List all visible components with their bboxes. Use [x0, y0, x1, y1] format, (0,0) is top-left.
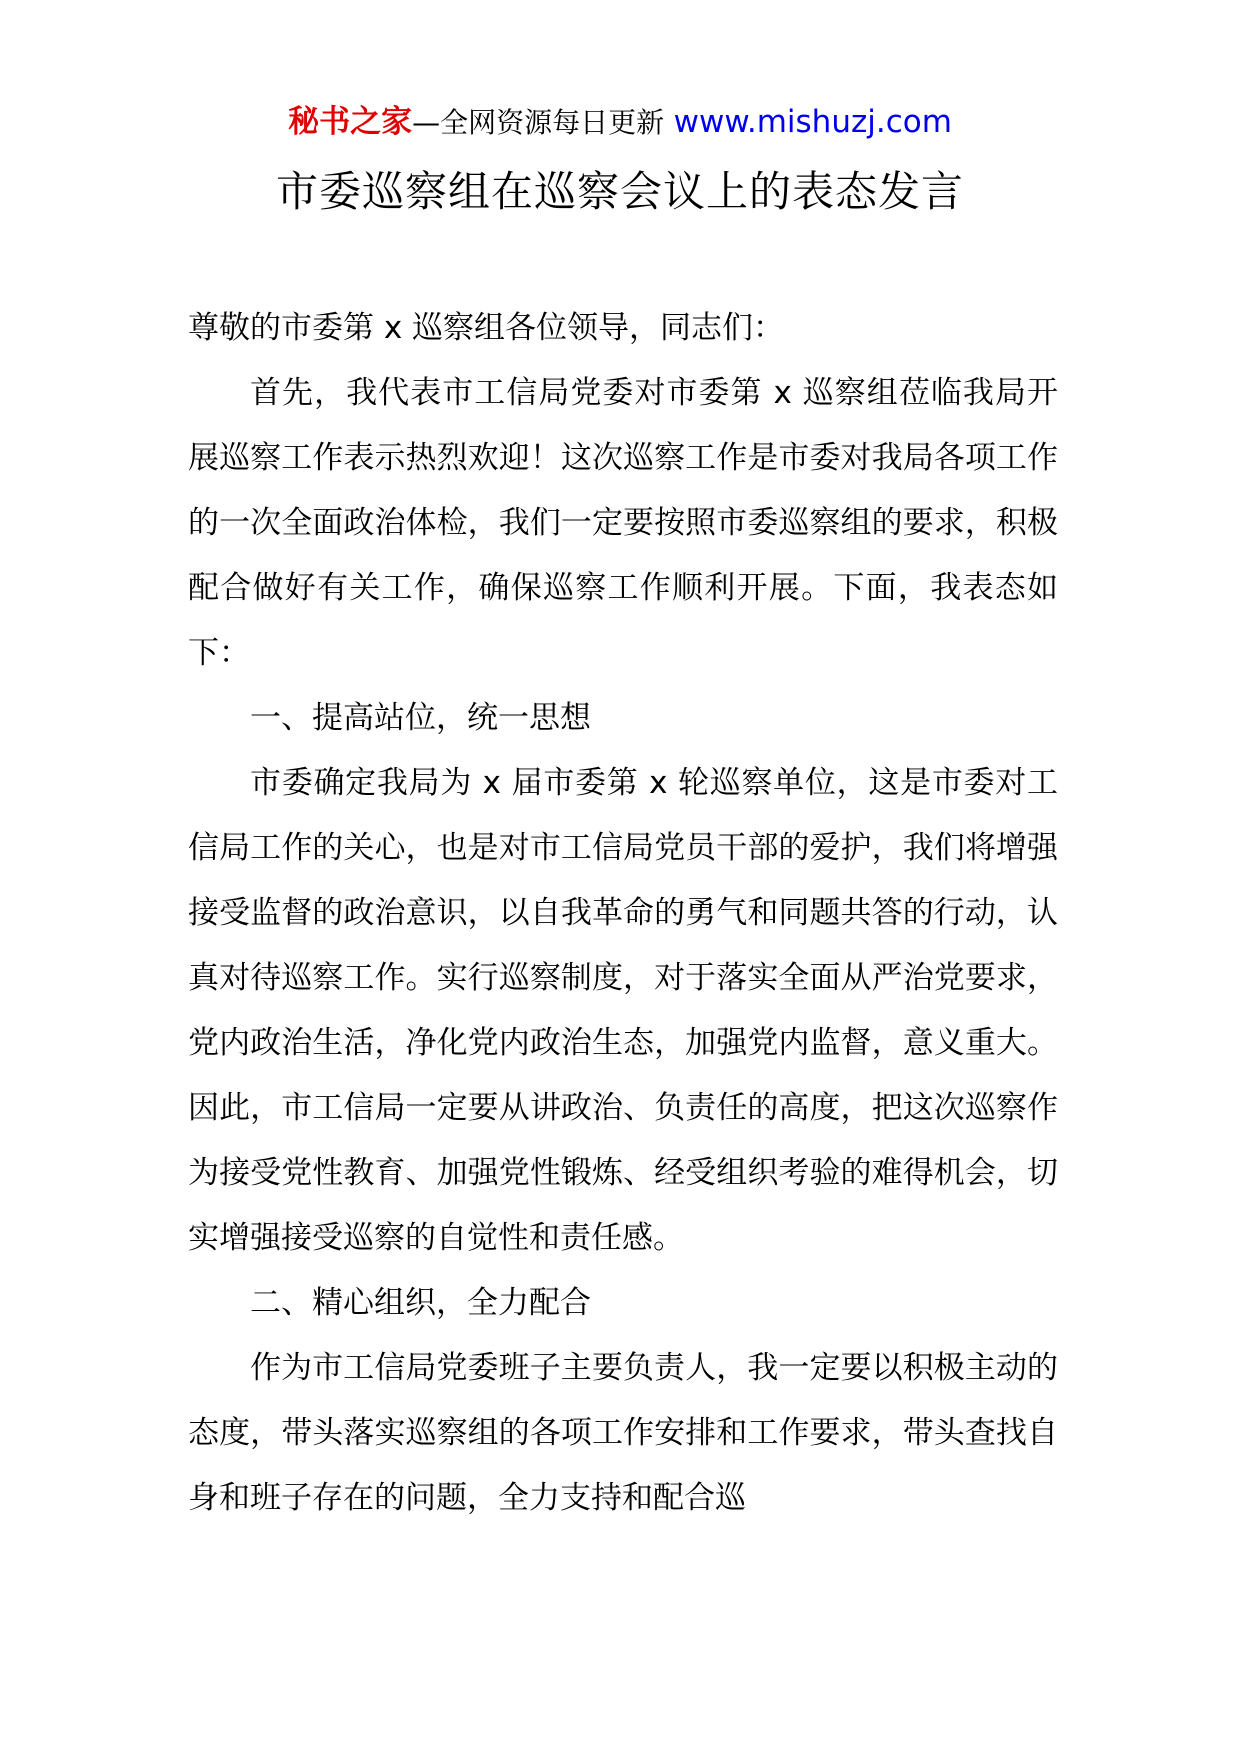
site-tagline: —全网资源每日更新 [412, 106, 665, 139]
section-heading-1: 一、提高站位，统一思想 [250, 700, 591, 736]
salutation: 尊敬的市委第 x 巡察组各位领导，同志们： [188, 310, 785, 346]
paragraph: 作为市工信局党委班子主要负责人，我一定要以积极主动的态度，带头落实巡察组的各项工作安排和工作要求，带头查找自身和班子存在的问题，全力支持和配合巡 [188, 1350, 1058, 1516]
site-header [0, 100, 1240, 145]
paragraph: 首先，我代表市工信局党委对市委第 x 巡察组莅临我局开展巡察工作表示热烈欢迎！这次巡察工作是市委对我局各项工作的一次全面政治体检，我们一定要按照市委巡察组的要求，积极配合做好有关工作，确保巡察工作顺利开展。下面，我表态如下： [188, 375, 1058, 671]
section-heading-2: 二、精心组织，全力配合 [250, 1285, 591, 1321]
paragraph: 市委确定我局为 x 届市委第 x 轮巡察单位，这是市委对工信局工作的关心，也是对市工信局党员干部的爱护，我们将增强接受监督的政治意识，以自我革命的勇气和同题共答的行动，认真对待巡察工作。实行巡察制度，对于落实全面从严治党要求，党内政治生活，净化党内政治生态，加强党内监督，意义重大。因此，市工信局一定要从讲政治、负责任的高度，把这次巡察作为接受党性教育、加强党性锻炼、经受组织考验的难得机会，切实增强接受巡察的自觉性和责任感。 [188, 765, 1058, 1256]
site-url-link[interactable]: www.mishuzj.com [673, 104, 952, 140]
document-title: 市委巡察组在巡察会议上的表态发言 [275, 167, 964, 216]
brand-name: 秘书之家 [288, 104, 413, 140]
document-body [188, 296, 1058, 1531]
